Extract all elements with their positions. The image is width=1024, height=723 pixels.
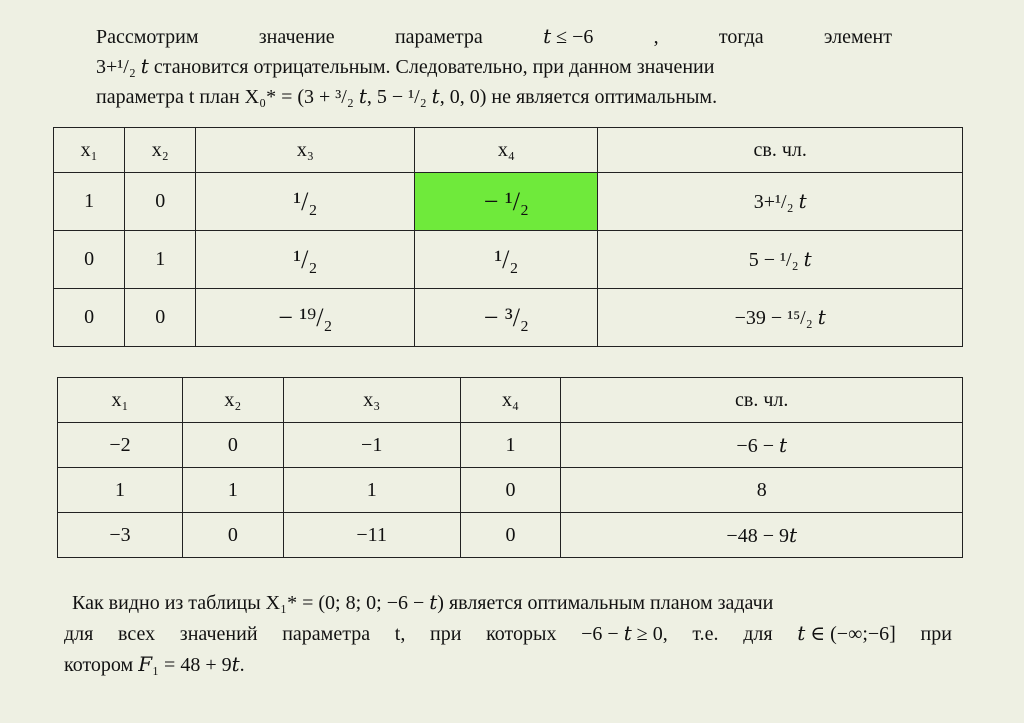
table-cell: 0: [125, 289, 196, 347]
conclusion-word: для: [743, 623, 773, 645]
header-cell: св. чл.: [561, 378, 963, 423]
conclusion-word: параметра: [282, 623, 371, 645]
table-cell: 1: [58, 468, 183, 513]
table-row: [54, 231, 963, 289]
table-cell: 3+¹/₂ 𝑡: [598, 173, 963, 231]
table-cell: 0: [54, 289, 125, 347]
table-cell: 1: [54, 173, 125, 231]
table-cell: − ¹⁹/₂: [196, 289, 415, 347]
table-row: [54, 173, 963, 231]
table-cell: −1: [283, 423, 460, 468]
conclusion-line-3: котором 𝐹₁ = 48 + 9𝑡.: [64, 654, 245, 676]
header-cell: св. чл.: [598, 128, 963, 173]
conclusion-word: при: [430, 623, 462, 645]
header-cell: x₁: [54, 128, 125, 173]
conclusion-word: 𝑡 ∈ (−∞;−6]: [797, 623, 896, 645]
table-cell: 1: [283, 468, 460, 513]
conclusion-word: т.е.: [692, 623, 719, 645]
pivot-cell: − ¹/₂: [415, 173, 598, 231]
intro-line-1: [96, 22, 892, 52]
header-cell: x₁: [58, 378, 183, 423]
table-row: [58, 423, 963, 468]
intro-paragraph: [96, 22, 892, 112]
table-cell: 0: [460, 513, 561, 558]
conclusion-paragraph: [64, 588, 952, 681]
table-cell: −39 − ¹⁵/₂ 𝑡: [598, 289, 963, 347]
header-cell: x₂: [125, 128, 196, 173]
table-cell: 0: [125, 173, 196, 231]
table-cell: 0: [182, 513, 283, 558]
header-cell: x₄: [415, 128, 598, 173]
simplex-table-2: [57, 377, 963, 558]
table-row: [54, 289, 963, 347]
table-cell: 0: [182, 423, 283, 468]
table-cell: 5 − ¹/₂ 𝑡: [598, 231, 963, 289]
table-cell: −6 − 𝑡: [561, 423, 963, 468]
header-cell: x₃: [196, 128, 415, 173]
table-cell: 1: [460, 423, 561, 468]
table-cell: ¹/₂: [196, 231, 415, 289]
intro-word: ,: [653, 26, 659, 48]
intro-word: 𝑡 ≤ −6: [543, 26, 594, 48]
table-cell: −2: [58, 423, 183, 468]
table-cell: ¹/₂: [196, 173, 415, 231]
intro-word: параметра: [394, 26, 483, 48]
table-cell: −11: [283, 513, 460, 558]
table-cell: −3: [58, 513, 183, 558]
table-cell: 0: [54, 231, 125, 289]
simplex-table-1: [53, 127, 963, 347]
table-cell: − ³/₂: [415, 289, 598, 347]
table-row: [58, 513, 963, 558]
intro-word: значение: [258, 26, 335, 48]
header-cell: x₃: [283, 378, 460, 423]
conclusion-word: −6 − 𝑡 ≥ 0,: [581, 623, 668, 645]
conclusion-word: которых: [486, 623, 557, 645]
conclusion-word: для: [64, 623, 94, 645]
conclusion-word: при: [920, 623, 952, 645]
conclusion-line-1: Как видно из таблицы X₁* = (0; 8; 0; −6 − 𝑡) является оптимальным планом задачи: [72, 592, 774, 614]
intro-line-3: параметра t план X₀* = (3 + ³/₂ 𝑡, 5 − ¹/₂ 𝑡, 0, 0) не является оптимальным.: [96, 86, 718, 108]
conclusion-word: значений: [179, 623, 258, 645]
table-row: [58, 468, 963, 513]
intro-word: Рассмотрим: [96, 26, 199, 48]
header-cell: x₂: [182, 378, 283, 423]
intro-word: элемент: [823, 26, 892, 48]
table-header-row: [54, 128, 963, 173]
table-cell: ¹/₂: [415, 231, 598, 289]
intro-word: тогда: [718, 26, 764, 48]
table-cell: −48 − 9𝑡: [561, 513, 963, 558]
conclusion-word: всех: [118, 623, 156, 645]
table-header-row: [58, 378, 963, 423]
table-cell: 0: [460, 468, 561, 513]
intro-line-2: 3+¹/₂ 𝑡 становится отрицательным. Следовательно, при данном значении: [96, 56, 715, 78]
table-cell: 1: [125, 231, 196, 289]
table-cell: 1: [182, 468, 283, 513]
conclusion-word: t,: [394, 623, 406, 645]
header-cell: x₄: [460, 378, 561, 423]
table-cell: 8: [561, 468, 963, 513]
conclusion-line-2: [64, 619, 952, 650]
